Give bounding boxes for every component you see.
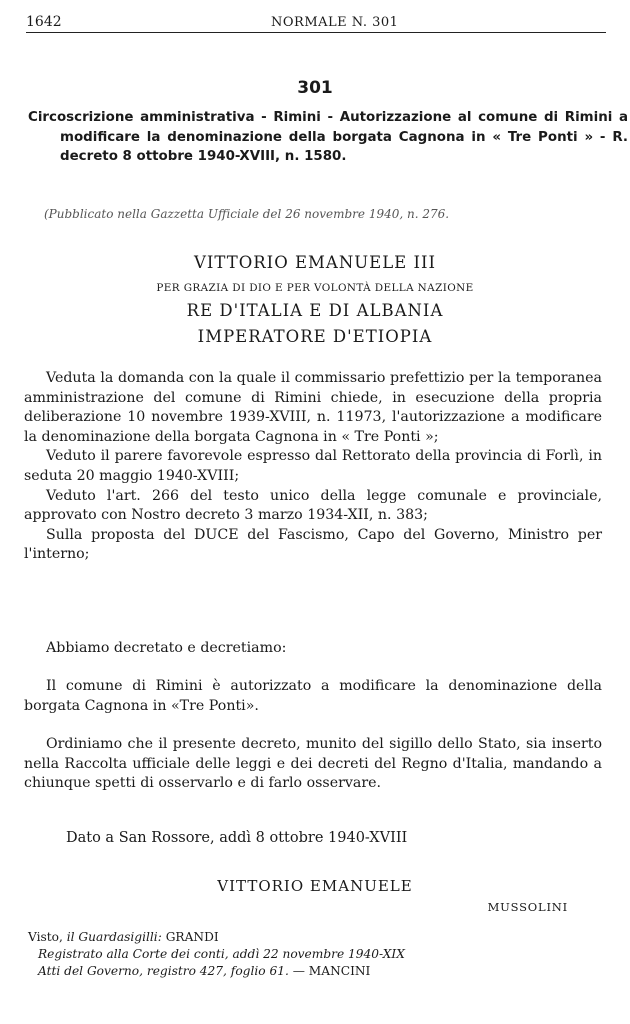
acts-signer: MANCINI [308,964,371,978]
sovereign-grace: PER GRAZIA DI DIO E PER VOLONTÀ DELLA NAZIONE [156,282,474,294]
guardasigilli-name: GRANDI [165,930,219,944]
sovereign-name: VITTORIO EMANUELE III [193,253,437,272]
article-text: Il comune di Rimini è autorizzato a modificare la denominazione della borgata Cagnona in «Tre Ponti». [24,678,602,714]
publication-order [24,735,602,794]
countersignature: MUSSOLINI [487,900,568,914]
acts-reference: Atti del Governo, registro 427, foglio 61. — [38,964,305,978]
given-at: Dato a San Rossore, addì 8 ottobre 1940-XVIII [66,830,408,846]
decree-subject: Circoscrizione amministrativa - Rimini - Autorizzazione al comune di Rimini a modificare la denominazione della borgata Cagnona in « Tre Ponti » - R. decreto 8 ottobre 1940-XVIII, n. 1580. [28,110,628,164]
page-header [26,12,606,33]
recital-paragraph: Veduta la domanda con la quale il commissario prefettizio per la temporanea amministrazione del comune di Rimini chiede, in esecuzione della propria deliberazione 10 novembre 1939-XVIII, n. 11973, l'autorizzazione a modificare la denominazione della borgata Cagnona in « Tre Ponti »; [24,370,602,445]
running-title: NORMALE N. 301 [271,15,399,30]
visto-line [28,929,598,946]
acts-line [28,963,598,980]
king-signature: VITTORIO EMANUELE [217,877,413,895]
registration-line: Registrato alla Corte dei conti, addì 22 novembre 1940-XIX [38,947,405,961]
registration-footer [28,929,598,980]
recital-paragraph: Sulla proposta del DUCE del Fascismo, Capo del Governo, Ministro per l'interno; [24,526,602,563]
order-text: Ordiniamo che il presente decreto, munito del sigillo dello Stato, sia inserto nella Raccolta ufficiale delle leggi e dei decreti del Regno d'Italia, mandando a chiunque spetti di osservarlo e di farlo osservare. [24,736,602,792]
sovereign-title-king: RE D'ITALIA E DI ALBANIA [186,301,444,320]
recital-paragraph: Veduto l'art. 266 del testo unico della legge comunale e provinciale, approvato con Nostro decreto 3 marzo 1934-XII, n. 383; [24,487,602,524]
visto-prefix: Visto, [28,930,63,944]
article [24,677,602,716]
recitals [24,369,602,565]
recital-paragraph: Veduto il parere favorevole espresso dal Rettorato della provincia di Forlì, in seduta 20 maggio 1940-XVIII; [24,448,602,484]
enactment-formula [24,639,602,659]
enactment-text: Abbiamo decretato e decretiamo: [46,640,287,656]
page-number: 1642 [26,14,62,30]
guardasigilli-label: il Guardasigilli: [66,930,162,944]
sovereign-title-emperor: IMPERATORE D'ETIOPIA [197,327,433,346]
publication-note: (Pubblicato nella Gazzetta Ufficiale del 26 novembre 1940, n. 276. [44,207,450,221]
decree-number: 301 [297,78,333,98]
